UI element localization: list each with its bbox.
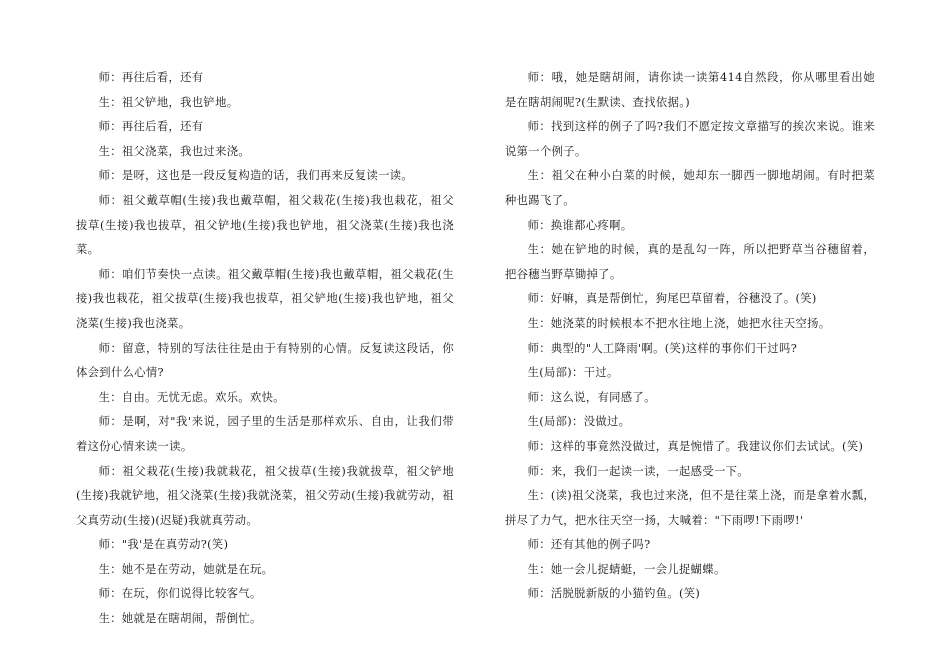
paragraph: 生(局部)：干过。 (527, 366, 619, 380)
paragraph: 生：她在铲地的时候，真的是乱勾一阵，所以把野草当谷穗留着，把谷穗当野草锄掉了。 (505, 243, 875, 281)
paragraph: 师：来，我们一起读一读，一起感受一下。 (527, 464, 749, 478)
paragraph: 生：祖父浇菜，我也过来浇。 (98, 144, 251, 158)
paragraph: 师：好嘛，真是帮倒忙，狗尾巴草留着，谷穗没了。(笑) (527, 292, 817, 306)
paragraph: 师：是呀，这也是一段反复构造的话，我们再来反复读一读。 (98, 169, 414, 183)
paragraph: 师：哦，她是瞎胡闹，请你读一读第414自然段，你从哪里看出她是在瞎胡闹呢?(生默读、查找依据。) (505, 71, 875, 109)
paragraph: 师：再往后看，还有 (98, 71, 204, 84)
paragraph: 生(局部)：没做过。 (527, 415, 631, 429)
paragraph: 师：这么说，有同感了。 (527, 390, 656, 404)
paragraph: 生：自由。无忧无虑。欢乐。欢快。 (98, 390, 285, 404)
right-column (505, 66, 875, 607)
paragraph: 师：找到这样的例子了吗?我们不愿定按文章描写的挨次来说。谁来说第一个例子。 (505, 120, 875, 158)
paragraph: 师：这样的事竟然没做过，真是惋惜了。我建议你们去试试。(笑) (527, 439, 864, 453)
paragraph: 师：祖父栽花(生接)我就栽花，祖父拔草(生接)我就拔草，祖父铲地(生接)我就铲地，祖父浇菜(生接)我就浇菜，祖父劳动(生接)我就劳动，祖父真劳动(生接)(迟疑)我就真劳动。 (76, 464, 454, 527)
paragraph: 生：她浇菜的时候根本不把水往地上浇，她把水往天空扬。 (527, 316, 831, 330)
paragraph: 师：在玩，你们说得比较客气。 (98, 587, 262, 601)
paragraph: 生：祖父铲地，我也铲地。 (98, 95, 239, 109)
paragraph: 师：祖父戴草帽(生接)我也戴草帽，祖父栽花(生接)我也栽花，祖父拔草(生接)我也拔草，祖父铲地(生接)我也铲地，祖父浇菜(生接)我也浇菜。 (76, 193, 454, 257)
paragraph: 生：她一会儿捉蜻蜓，一会儿捉蝴蝶。 (527, 562, 726, 576)
paragraph: 生：她就是在瞎胡闹，帮倒忙。 (98, 612, 262, 626)
paragraph: 师：留意，特别的写法往往是由于有特别的心情。反复读这段话，你体会到什么心情? (76, 341, 454, 380)
paragraph: 师：还有其他的例子吗? (527, 538, 651, 552)
paragraph: 师："我'是在真劳动?(笑) (98, 538, 229, 552)
paragraph: 师：再往后看，还有 (98, 120, 204, 134)
left-column (76, 66, 454, 632)
paragraph: 师：典型的"人工降雨'啊。(笑)这样的事你们干过吗? (527, 341, 798, 355)
paragraph: 师：换谁都心疼啊。 (527, 218, 633, 232)
paragraph: 师：是啊，对"我'来说，园子里的生活是那样欢乐、自由，让我们带着这份心情来读一读。 (76, 415, 454, 453)
paragraph: 生：祖父在种小白菜的时候，她却东一脚西一脚地胡闹。有时把菜种也踢飞了。 (505, 169, 875, 207)
paragraph: 生：(读)祖父浇菜，我也过来浇，但不是往菜上浇，而是拿着水瓢，拼尽了力气，把水往天空一扬，大喊着："下雨啰!下雨啰!' (505, 489, 875, 527)
paragraph: 师：咱们节奏快一点读。祖父戴草帽(生接)我也戴草帽，祖父栽花(生接)我也栽花，祖父拔草(生接)我也拔草，祖父铲地(生接)我也铲地，祖父浇菜(生接)我也浇菜。 (76, 267, 454, 330)
paragraph: 师：活脱脱新版的小猫钓鱼。(笑) (527, 587, 701, 601)
paragraph: 生：她不是在劳动，她就是在玩。 (98, 562, 274, 576)
